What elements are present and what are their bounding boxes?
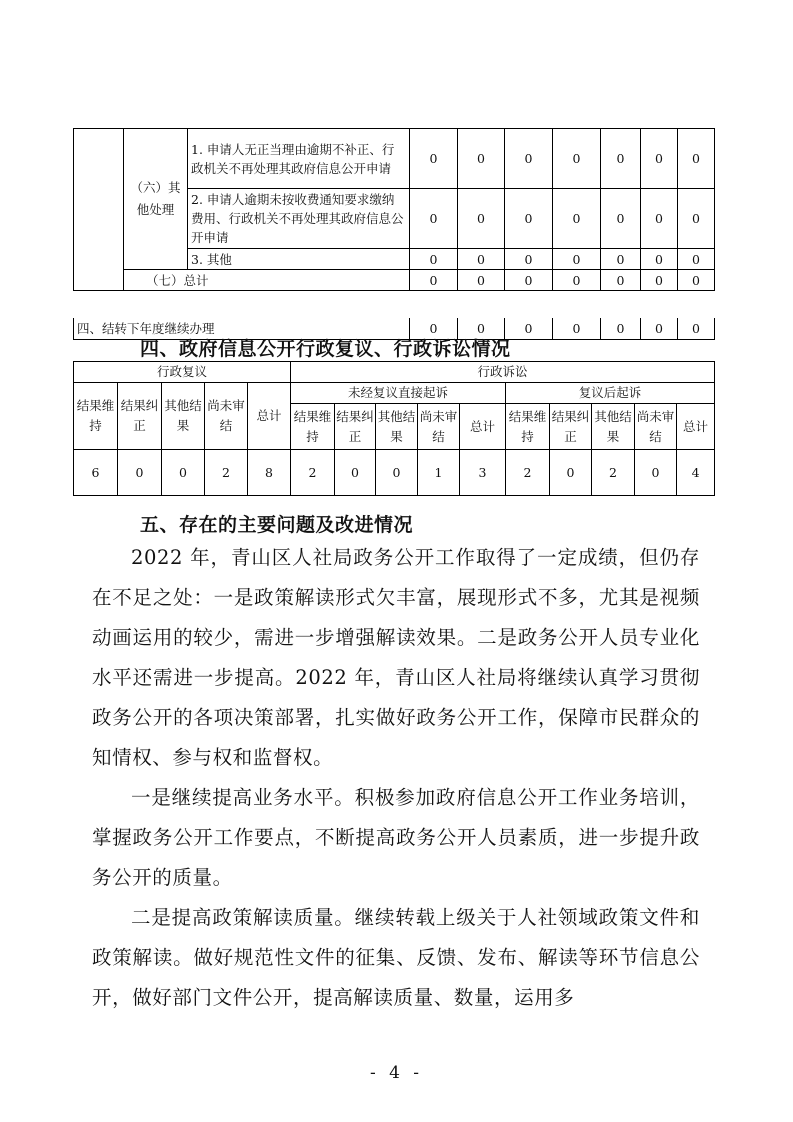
page-number: - 4 -: [369, 1063, 424, 1083]
litigation-header: 行政诉讼: [291, 362, 715, 383]
row-label: 2. 申请人逾期未按收费通知要求缴纳费用、行政机关不再处理其政府信息公开申请: [188, 189, 410, 249]
cell-value: 0: [601, 249, 641, 270]
cell-value: 0: [458, 249, 505, 270]
review-litigation-table: [73, 361, 715, 496]
application-handling-table: [73, 128, 715, 291]
cell-value: 0: [458, 129, 505, 189]
cell-value: 0: [505, 129, 553, 189]
column-header: 总计: [248, 383, 291, 450]
cell-value: 0: [678, 270, 715, 291]
cell-value: 0: [601, 189, 641, 249]
cell-value: 0: [553, 249, 601, 270]
cell-value: 0: [641, 249, 678, 270]
row-label: 1. 申请人无正当理由逾期不补正、行政机关不再处理其政府信息公开申请: [188, 129, 410, 189]
after-review-header: 复议后起诉: [506, 383, 715, 404]
cell-value: 0: [410, 318, 458, 339]
cell-value: 0: [410, 129, 458, 189]
column-header: 其他结果: [376, 404, 418, 450]
column-header: 结果维持: [506, 404, 550, 450]
cell-value: 0: [376, 450, 418, 496]
cell-value: 2: [291, 450, 335, 496]
column-header: 结果维持: [74, 383, 118, 450]
cell-value: 0: [678, 249, 715, 270]
cell-value: 0: [505, 318, 553, 339]
cell-value: 0: [678, 318, 715, 339]
column-header: 结果纠正: [118, 383, 162, 450]
cell-value: 0: [162, 450, 205, 496]
cell-value: 3: [460, 450, 506, 496]
blank-left-cell: [74, 129, 124, 291]
cell-value: 0: [505, 249, 553, 270]
cell-value: 0: [458, 318, 505, 339]
cell-value: 0: [410, 270, 458, 291]
section-heading-review-litigation: 四、政府信息公开行政复议、行政诉讼情况: [140, 338, 511, 360]
cell-value: 0: [553, 318, 601, 339]
cell-value: 0: [553, 270, 601, 291]
column-header: 结果纠正: [335, 404, 376, 450]
cell-value: 0: [641, 270, 678, 291]
column-header: 其他结果: [162, 383, 205, 450]
cell-value: 6: [74, 450, 118, 496]
table-row: [74, 383, 715, 404]
cell-value: 0: [635, 450, 677, 496]
cell-value: 0: [458, 270, 505, 291]
column-header: 结果维持: [291, 404, 335, 450]
row-label: 3. 其他: [188, 249, 410, 270]
section-heading-problems: 五、存在的主要问题及改进情况: [140, 514, 414, 536]
table-row: [74, 270, 715, 291]
paragraph-improve-interpretation: 二是提高政策解读质量。继续转载上级关于人社领域政策文件和政策解读。做好规范性文件的征集、反馈、发布、解读等环节信息公开，做好部门文件公开，提高解读质量、数量，运用多: [92, 906, 700, 1009]
column-header: 总计: [460, 404, 506, 450]
column-header: 其他结果: [592, 404, 635, 450]
carryover-label: 四、结转下年度继续办理: [74, 318, 410, 339]
column-header: 总计: [677, 404, 715, 450]
cell-value: 8: [248, 450, 291, 496]
cell-value: 0: [641, 129, 678, 189]
paragraph-problems: 2022 年，青山区人社局政务公开工作取得了一定成绩，但仍存在不足之处：一是政策解读形式欠丰富，展现形式不多，尤其是视频动画运用的较少，需进一步增强解读效果。二是政务公开人员专业化水平还需进一步提高。2022 年，青山区人社局将继续认真学习贯彻政务公开的各项决策部署，扎实做好政务公开工作，保障市民群众的知情权、参与权和监督权。: [92, 546, 700, 769]
cell-value: 1: [418, 450, 460, 496]
cell-value: 0: [678, 129, 715, 189]
table-row: [74, 129, 715, 189]
cell-value: 0: [553, 129, 601, 189]
total-label: （七）总计: [124, 270, 410, 291]
column-header: 尚未审结: [418, 404, 460, 450]
table-row: [74, 450, 715, 496]
cell-value: 0: [335, 450, 376, 496]
cell-value: 0: [678, 189, 715, 249]
cell-value: 0: [118, 450, 162, 496]
cell-value: 0: [601, 129, 641, 189]
column-header: 结果纠正: [550, 404, 592, 450]
cell-value: 0: [641, 318, 678, 339]
column-header: 尚未审结: [635, 404, 677, 450]
column-header: 尚未审结: [205, 383, 248, 450]
cell-value: 0: [505, 270, 553, 291]
cell-value: 2: [506, 450, 550, 496]
cell-value: 0: [601, 318, 641, 339]
table-row: [74, 362, 715, 383]
cell-value: 2: [592, 450, 635, 496]
cell-value: 0: [601, 270, 641, 291]
cell-value: 0: [410, 249, 458, 270]
cell-value: 0: [641, 189, 678, 249]
cell-value: 0: [550, 450, 592, 496]
cell-value: 0: [505, 189, 553, 249]
category-other-handling: （六）其他处理: [124, 129, 188, 270]
cell-value: 2: [205, 450, 248, 496]
cell-value: 0: [410, 189, 458, 249]
cell-value: 0: [458, 189, 505, 249]
paragraph-improve-skills: 一是继续提高业务水平。积极参加政府信息公开工作业务培训，掌握政务公开工作要点，不断提高政务公开人员素质，进一步提升政务公开的质量。: [92, 786, 700, 889]
reconsideration-header: 行政复议: [74, 362, 291, 383]
cell-value: 0: [553, 189, 601, 249]
cell-value: 4: [677, 450, 715, 496]
direct-suit-header: 未经复议直接起诉: [291, 383, 506, 404]
